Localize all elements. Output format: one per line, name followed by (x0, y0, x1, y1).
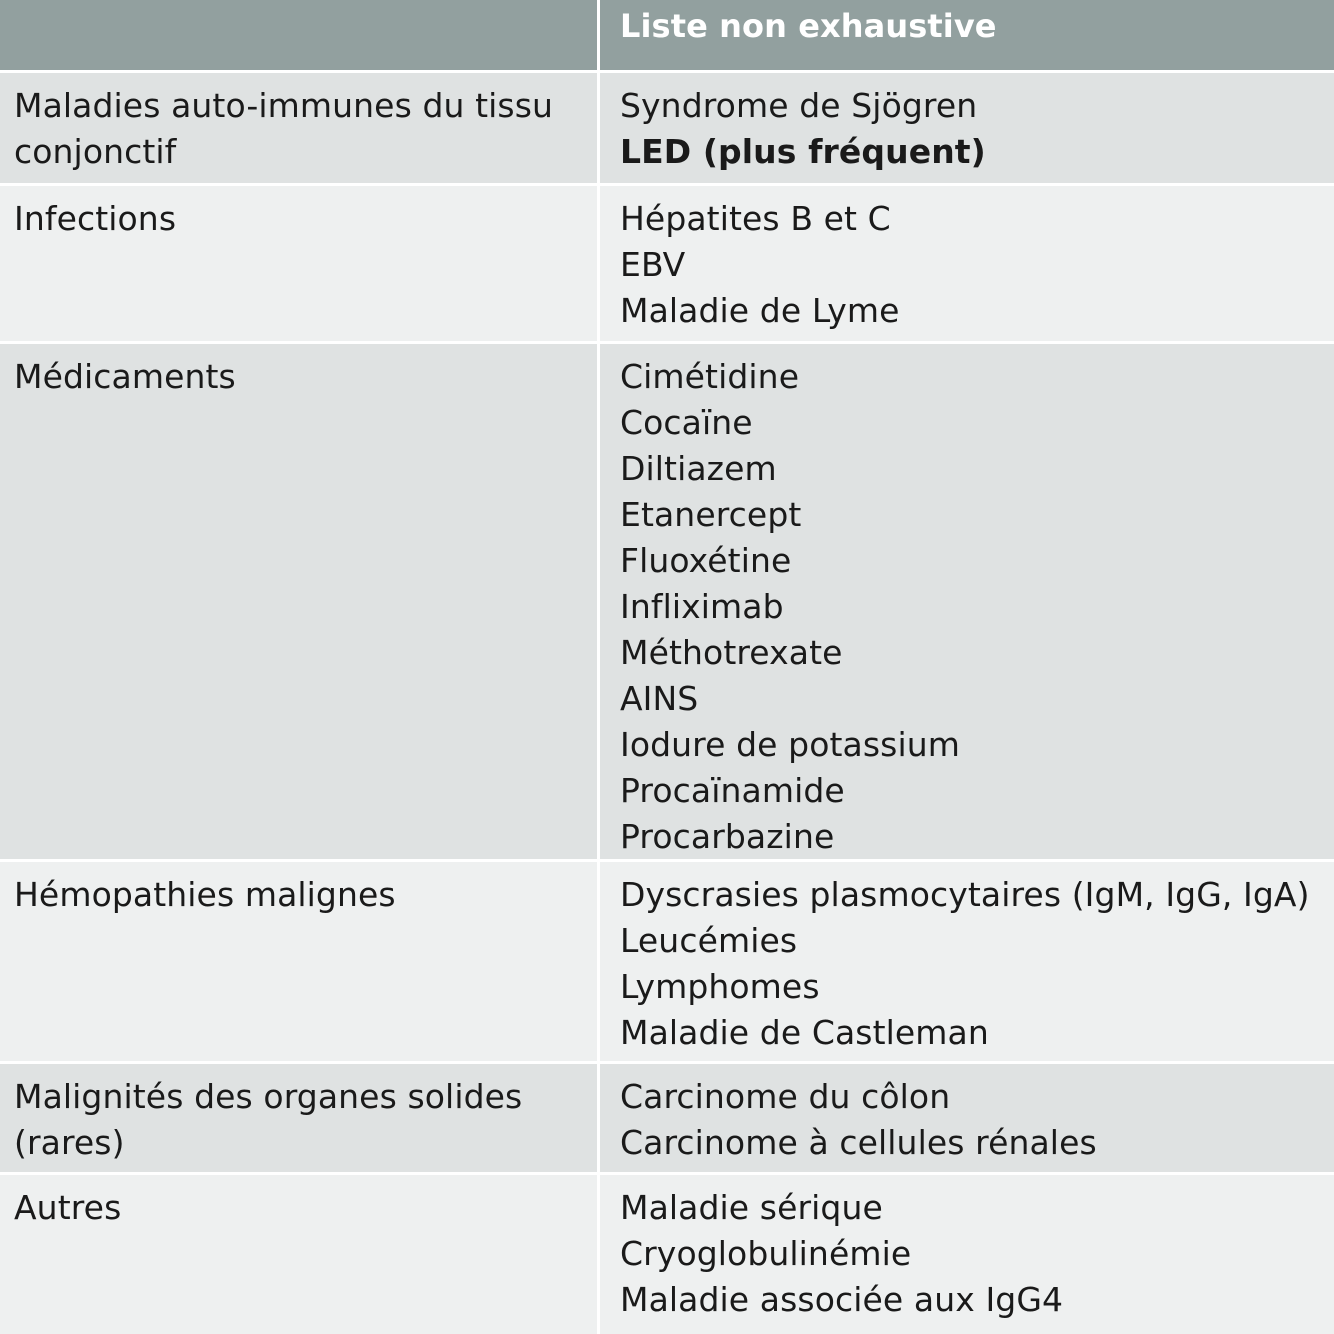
list-item: Fluoxétine (620, 541, 792, 580)
row-category-solid-tumors (0, 1064, 597, 1172)
list-item: Procarbazine (620, 817, 835, 856)
row-category-hematologic (0, 862, 597, 1061)
list-item: Leucémies (620, 921, 798, 960)
list-item: Lymphomes (620, 967, 820, 1006)
list-item: Carcinome du côlon (620, 1077, 951, 1116)
list-item: Etanercept (620, 495, 802, 534)
row-items-infections (597, 186, 1334, 341)
list-item-emphasis: LED (plus fréquent) (620, 132, 986, 171)
list-item: Maladie associée aux IgG4 (620, 1280, 1064, 1319)
category-line: Maladies auto-immunes du tissu (14, 86, 554, 125)
category-line: Hémopathies malignes (14, 875, 396, 914)
list-item: Dyscrasies plasmocytaires (IgM, IgG, IgA) (620, 875, 1310, 914)
row-category-infections (0, 186, 597, 341)
list-item: Maladie de Lyme (620, 291, 900, 330)
category-line: Autres (14, 1188, 122, 1227)
list-item: Cryoglobulinémie (620, 1234, 912, 1273)
list-item: Cocaïne (620, 403, 753, 442)
list-item: Infliximab (620, 587, 784, 626)
category-line: conjonctif (14, 132, 177, 171)
list-item: AINS (620, 679, 699, 718)
category-line: Médicaments (14, 357, 236, 396)
list-item: Diltiazem (620, 449, 777, 488)
row-items-medications (597, 344, 1334, 859)
row-items-others (597, 1175, 1334, 1334)
list-item: Procaïnamide (620, 771, 845, 810)
list-item: Maladie sérique (620, 1188, 883, 1227)
list-item: EBV (620, 245, 686, 284)
list-item: Maladie de Castleman (620, 1013, 989, 1052)
list-item: Syndrome de Sjögren (620, 86, 978, 125)
row-category-autoimmune (0, 73, 597, 183)
category-line: Malignités des organes solides (14, 1077, 523, 1116)
row-items-autoimmune (597, 73, 1334, 183)
header-cell-category (0, 0, 597, 70)
list-item: Cimétidine (620, 357, 800, 396)
header-cell-list: Liste non exhaustive (597, 0, 1334, 70)
category-line: Infections (14, 199, 177, 238)
row-category-others (0, 1175, 597, 1334)
row-category-medications (0, 344, 597, 859)
list-item: Iodure de potassium (620, 725, 960, 764)
list-item: Méthotrexate (620, 633, 843, 672)
list-item: Hépatites B et C (620, 199, 891, 238)
list-item: Carcinome à cellules rénales (620, 1123, 1097, 1162)
category-line: (rares) (14, 1123, 125, 1162)
row-items-hematologic (597, 862, 1334, 1061)
row-items-solid-tumors (597, 1064, 1334, 1172)
